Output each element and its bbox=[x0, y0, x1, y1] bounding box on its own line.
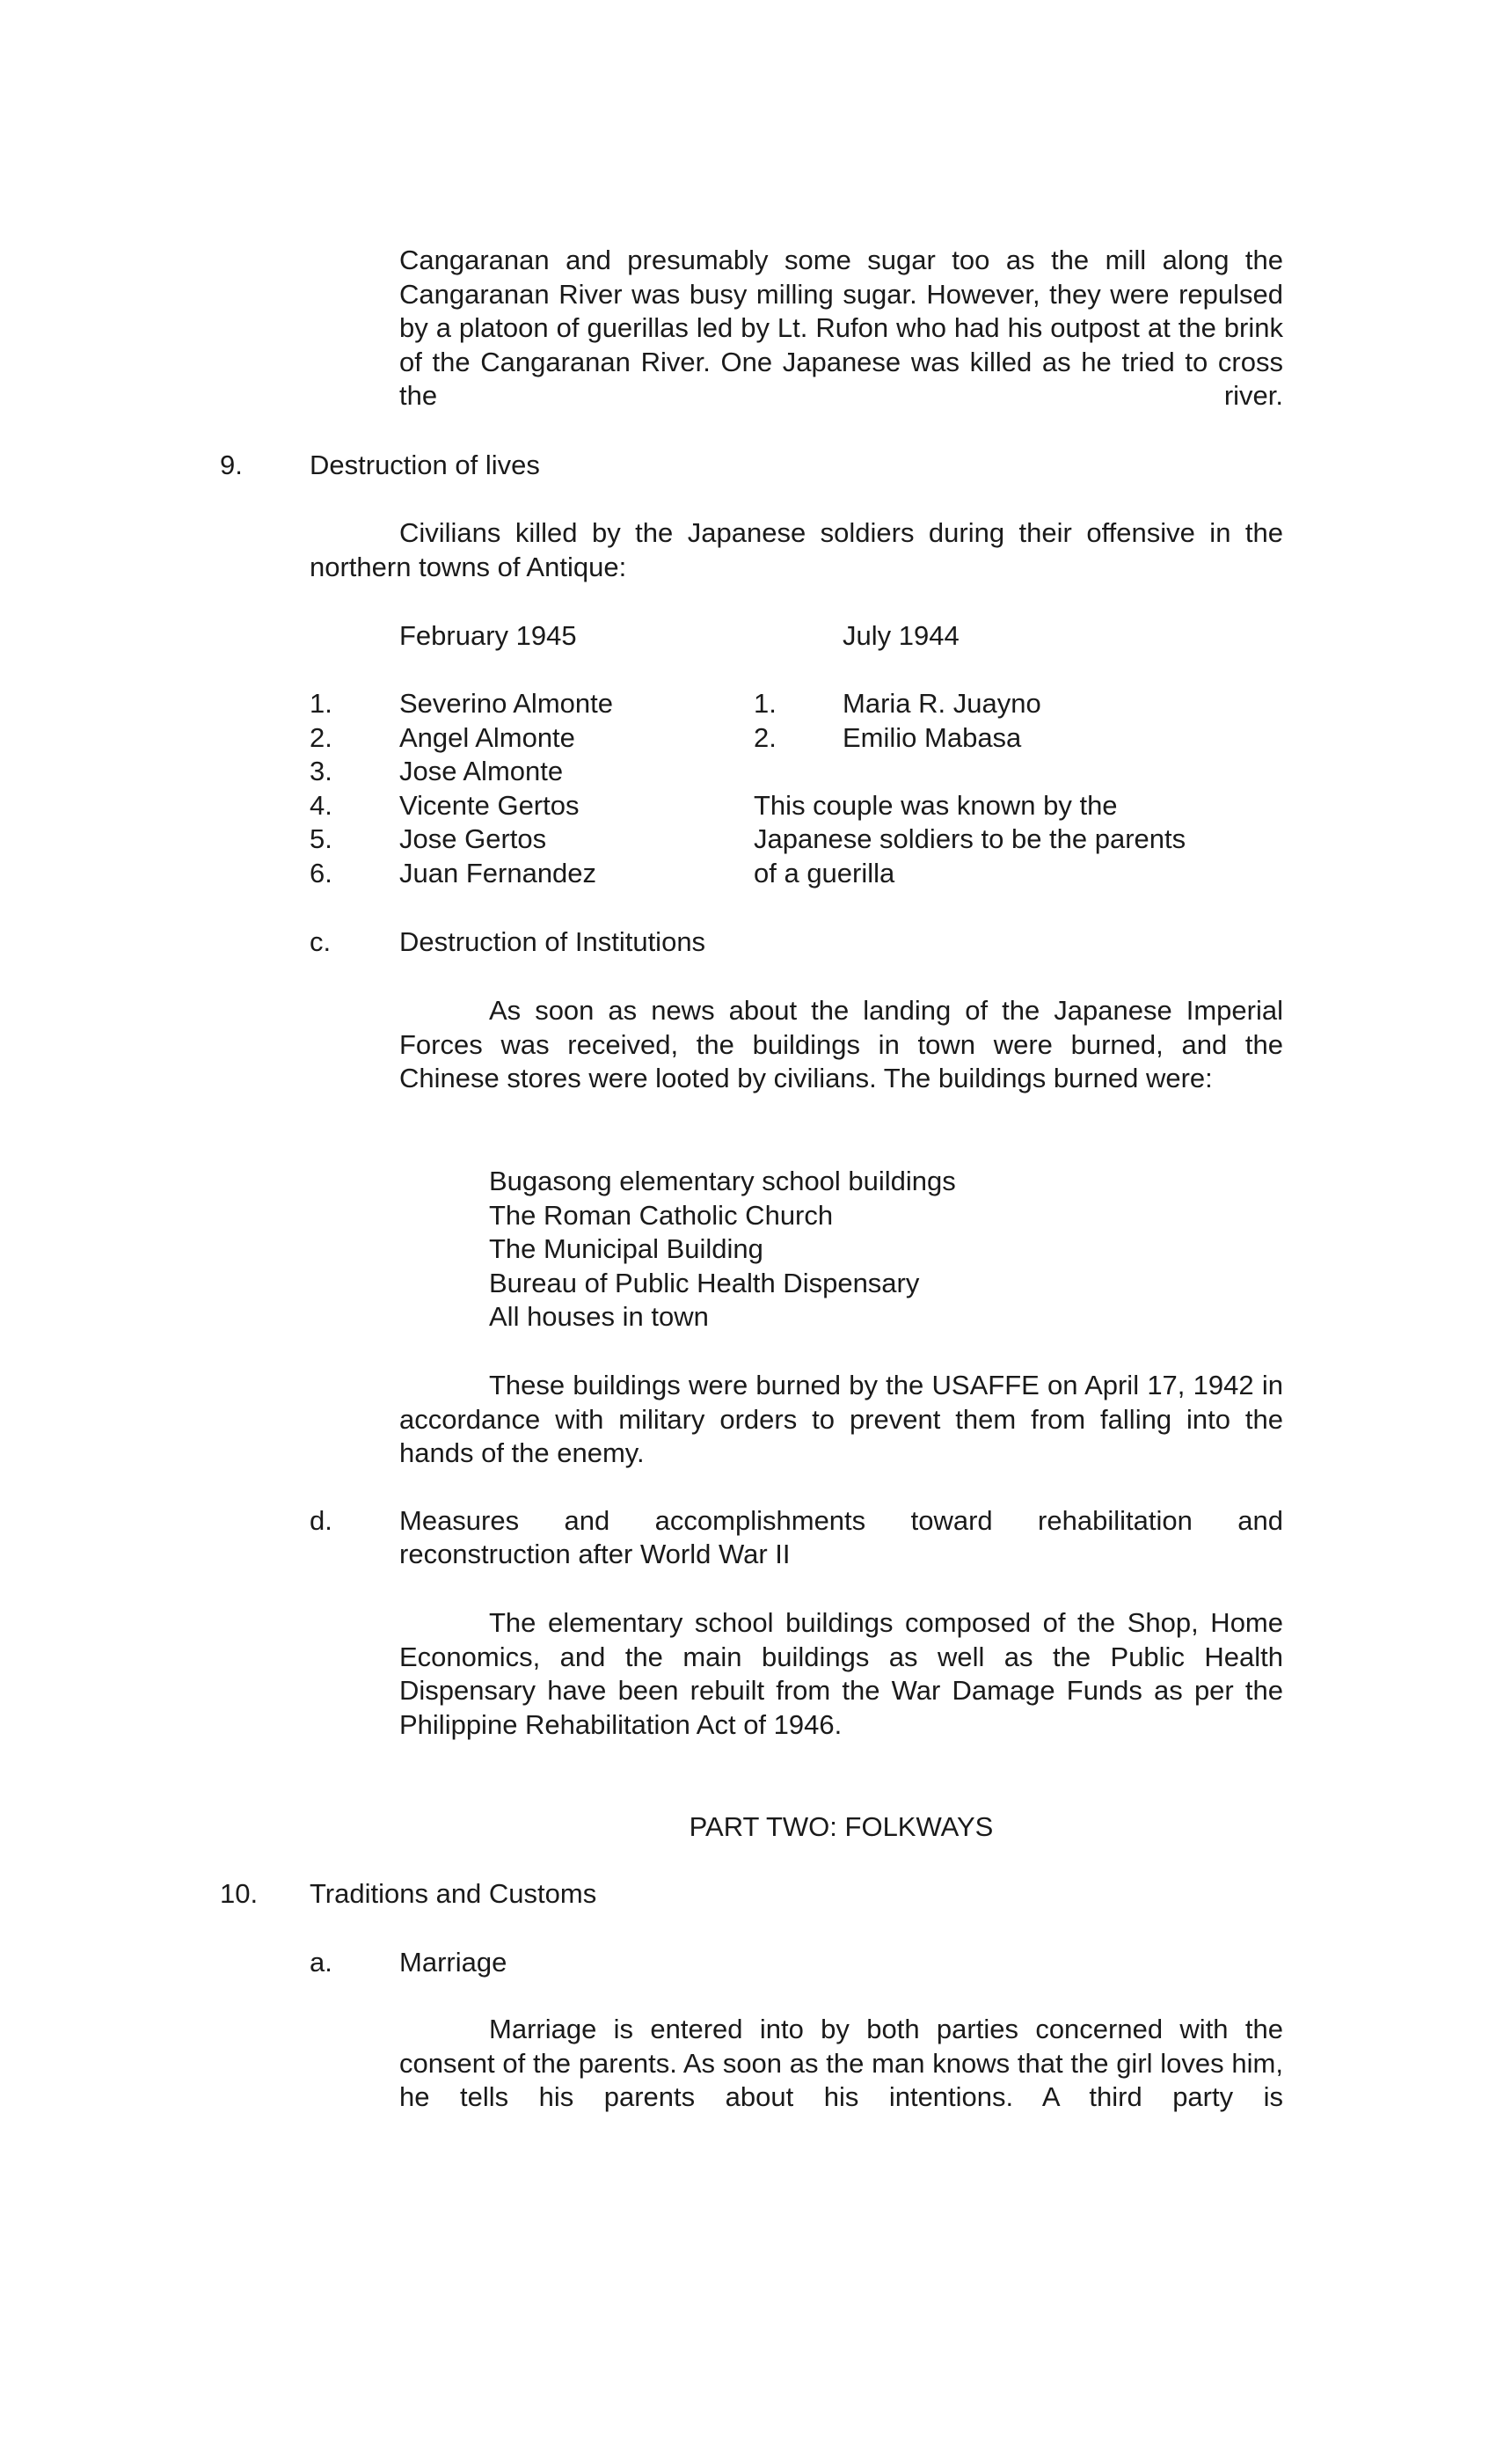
section-c-title: Destruction of Institutions bbox=[399, 926, 706, 957]
section-9-number: 9. bbox=[220, 450, 243, 480]
couple-note-line: Japanese soldiers to be the parents bbox=[754, 823, 1186, 855]
section-c-letter: c. bbox=[310, 926, 332, 957]
section-10-number: 10. bbox=[220, 1878, 259, 1909]
july-1944-heading: July 1944 bbox=[843, 620, 960, 651]
section-9-paragraph: Civilians killed by the Japanese soldiers during their offensive in the northern towns of Antique: bbox=[310, 517, 1283, 582]
list-item: Bureau of Public Health Dispensary bbox=[489, 1267, 920, 1298]
section-9-title: Destruction of lives bbox=[310, 450, 540, 480]
section-d-title-line-2: reconstruction after World War II bbox=[399, 1539, 791, 1569]
section-10a-title: Marriage bbox=[399, 1947, 507, 1978]
couple-note-line: This couple was known by the bbox=[754, 789, 1118, 821]
section-d-title-line-1: Measures and accomplishments toward rehabilitation and bbox=[399, 1505, 1283, 1536]
section-10-title: Traditions and Customs bbox=[310, 1878, 597, 1909]
section-c-paragraph-2: These buildings were burned by the USAFFE on April 17, 1942 in accordance with military orders to prevent them from falling into the hands of the enemy. bbox=[399, 1370, 1283, 1469]
section-10a-letter: a. bbox=[310, 1947, 332, 1978]
couple-note-line: of a guerilla bbox=[754, 858, 895, 888]
list-item: All houses in town bbox=[489, 1301, 709, 1333]
list-item: The Municipal Building bbox=[489, 1233, 763, 1265]
section-c-paragraph: As soon as news about the landing of the Japanese Imperial Forces was received, the buildings in town were burned, and the Chinese stores were looted by civilians. The buildings burned were: bbox=[399, 995, 1283, 1094]
list-item: The Roman Catholic Church bbox=[489, 1199, 834, 1231]
intro-paragraph: Cangaranan and presumably some sugar too as the mill along the Cangaranan River was busy milling sugar. However, they were repulsed by a platoon of guerillas led by Lt. Rufon who had his outpost at the brink of the Cangaranan River. One Japanese was killed as he tried to cross the river. bbox=[399, 245, 1283, 412]
part-two-heading: PART TWO: FOLKWAYS bbox=[689, 1811, 994, 1842]
section-d-paragraph: The elementary school buildings composed of the Shop, Home Economics, and the main buildings as well as the Public Health Dispensary have been rebuilt from the War Damage Funds as per the Philippine Rehabilitation Act of 1946. bbox=[399, 1607, 1283, 1740]
marriage-paragraph: Marriage is entered into by both parties concerned with the consent of the parents. As soon as the man knows that the girl loves him, he tells his parents about his intentions. A third party is bbox=[399, 2014, 1283, 2113]
february-1945-heading: February 1945 bbox=[399, 620, 577, 651]
section-d-letter: d. bbox=[310, 1505, 332, 1536]
list-item: Bugasong elementary school buildings bbox=[489, 1166, 956, 1196]
